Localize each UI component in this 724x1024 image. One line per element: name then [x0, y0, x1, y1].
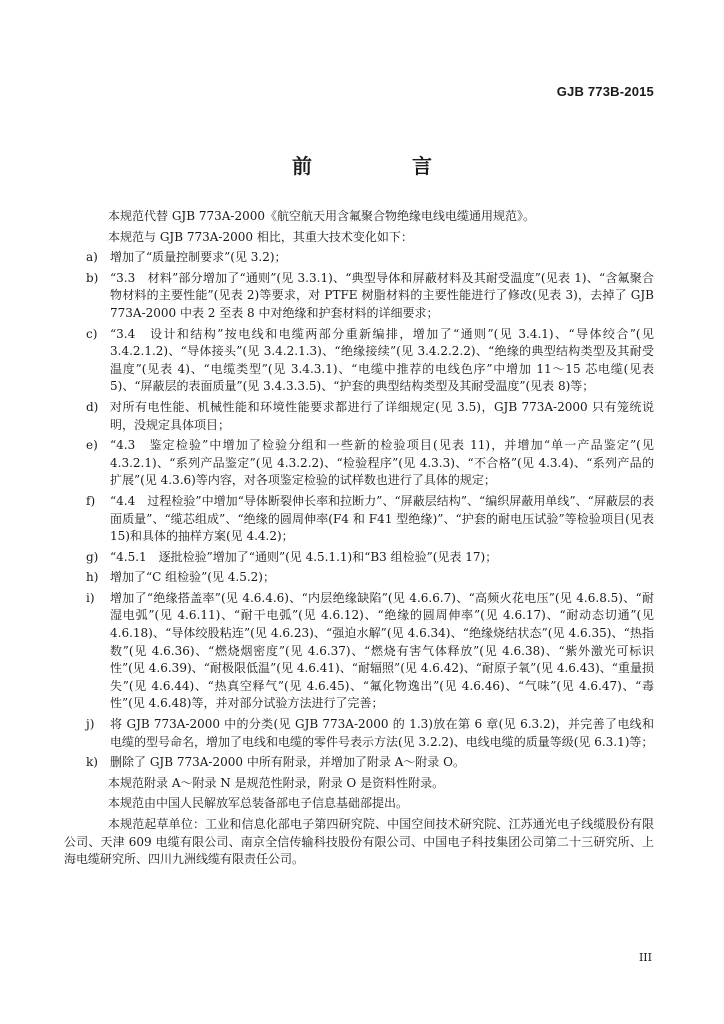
list-marker: k) [86, 755, 98, 770]
list-item-text: 将 GJB 773A-2000 中的分类(见 GJB 773A-2000 的 1.3)放在第 6 章(见 6.3.2)，并完善了电线和电缆的型号命名，增加了电线和电缆的零件号表示方法(见 3.2.2)、电线电缆的质量等级(见 6.3.1)等； [110, 717, 654, 749]
list-item-text: 增加了“质量控制要求”(见 3.2)； [110, 250, 287, 265]
list-marker: h) [86, 570, 99, 585]
list-item [86, 569, 654, 587]
list-marker: c) [86, 326, 98, 341]
list-item-text: 对所有电性能、机械性能和环境性能要求都进行了详细规定(见 3.5)，GJB 773A-2000 只有笼统说明，没规定具体项目； [110, 399, 654, 432]
list-item [86, 399, 654, 434]
list-marker: i) [86, 590, 95, 605]
list-item-text: “4.3 鉴定检验”中增加了检验分组和一些新的检验项目(见表 11)，并增加“单一产品鉴定”(见 4.3.2.1)、“系列产品鉴定”(见 4.3.2.2)、“检验程序”(见 4.3.3)、“不合格”(见 4.3.4)、“系列产品的扩展”(见 4.3.6)等内容，对各项鉴定检验的试样数也进行了具体的规定； [110, 438, 654, 488]
list-item [86, 249, 654, 267]
list-item [86, 549, 654, 567]
page-number: III [638, 951, 652, 964]
list-item [86, 716, 654, 751]
closing-paragraph-appendix: 本规范附录 A～附录 N 是规范性附录，附录 O 是资料性附录。 [108, 775, 445, 790]
page-title: 前 言 [292, 154, 472, 178]
standard-code: GJB 773B-2015 [556, 84, 654, 99]
change-list [86, 249, 654, 772]
list-marker: e) [86, 438, 98, 453]
list-item-text: “3.4 设计和结构”按电线和电缆两部分重新编排，增加了“通则”(见 3.4.1)、“导体绞合”(见 3.4.2.1.2)、“导体接头”(见 3.4.2.1.3)、“绝缘接续”(见 3.4.2.2.2)、“绝缘的典型结构类型及其耐受温度”(见表 4)、“电缆类型”(见 3.4.3.1)、“电缆中推荐的电线色序”中增加 11～15 芯电缆(见表 5)、“屏蔽层的表面质量”(见 3.4.3.3.5)、“护套的典型结构类型及其耐受温度”(见表 8)等； [110, 326, 654, 394]
list-item [86, 493, 654, 546]
list-item [86, 326, 654, 396]
list-item [86, 590, 654, 713]
list-marker: b) [86, 270, 99, 285]
list-marker: g) [86, 549, 99, 564]
list-item [86, 437, 654, 490]
list-item-text: “3.3 材料”部分增加了“通则”(见 3.3.1)、“典型导体和屏蔽材料及其耐受温度”(见表 1)、“含氟聚合物材料的主要性能”(见表 2)等要求，对 PTFE 树脂材料的主要性能进行了修改(见表 3)，去掉了 GJB 773A-2000 中表 2 至表 8 中对绝缘和护套材料的详细要求； [110, 270, 654, 320]
list-marker: a) [86, 250, 98, 265]
list-item-text: “4.4 过程检验”中增加“导体断裂伸长率和拉断力”、“屏蔽层结构”、“编织屏蔽用单线”、“屏蔽层的表面质量”、“缆芯组成”、“绝缘的圆周伸率(F4 和 F41 型绝缘)”、“护套的耐电压试验”等检验项目(见表 15)和具体的抽样方案(见 4.4.2)； [110, 493, 654, 544]
list-item-text: 增加了“C 组检验”(见 4.5.2)； [110, 570, 275, 585]
header-rule [70, 101, 654, 102]
list-marker: d) [86, 399, 99, 414]
list-marker: f) [86, 493, 96, 508]
intro-paragraph-2: 本规范与 GJB 773A-2000 相比，其重大技术变化如下： [108, 229, 413, 244]
foreword-body [64, 208, 654, 872]
list-item-text: 增加了“绝缘搭盖率”(见 4.6.4.6)、“内层绝缘缺陷”(见 4.6.6.7)、“高频火花电压”(见 4.6.8.5)、“耐湿电弧”(见 4.6.11)、“耐干电弧”(见 4.6.12)、“绝缘的圆周伸率”(见 4.6.17)、“耐动态切通”(见 4.6.18)、“导体绞股粘连”(见 4.6.23)、“强迫水解”(见 4.6.34)、“绝缘烧结状态”(见 4.6.35)、“热指数”(见 4.6.36)、“燃烧烟密度”(见 4.6.37)、“燃烧有害气体释放”(见 4.6.38)、“紫外激光可标识性”(见 4.6.39)、“耐极限低温”(见 4.6.41)、“耐辐照”(见 4.6.42)、“耐原子氧”(见 4.6.43)、“重量损失”(见 4.6.44)、“热真空释气”(见 4.6.45)、“氟化物逸出”(见 4.6.46)、“气味”(见 4.6.47)、“毒性”(见 4.6.48)等，并对部分试验方法进行了完善； [110, 590, 654, 711]
list-marker: j) [86, 717, 95, 732]
intro-paragraph-1: 本规范代替 GJB 773A-2000《航空航天用含氟聚合物绝缘电线电缆通用规范》。 [108, 209, 536, 223]
list-item [86, 754, 654, 772]
list-item [86, 270, 654, 323]
closing-paragraph-proposer: 本规范由中国人民解放军总装备部电子信息基础部提出。 [108, 796, 409, 811]
list-item-text: 删除了 GJB 773A-2000 中所有附录，并增加了附录 A～附录 O。 [110, 755, 465, 770]
list-item-text: “4.5.1 逐批检验”增加了“通则”(见 4.5.1.1)和“B3 组检验”(见表 17)； [110, 549, 498, 564]
closing-paragraph-drafters: 本规范起草单位：工业和信息化部电子第四研究院、中国空间技术研究院、江苏通光电子线缆股份有限公司、天津 609 电缆有限公司、南京全信传输科技股份有限公司、中国电子科技集团公司第二十三研究所、上海电缆研究所、四川九洲线缆有限责任公司。 [64, 817, 654, 867]
